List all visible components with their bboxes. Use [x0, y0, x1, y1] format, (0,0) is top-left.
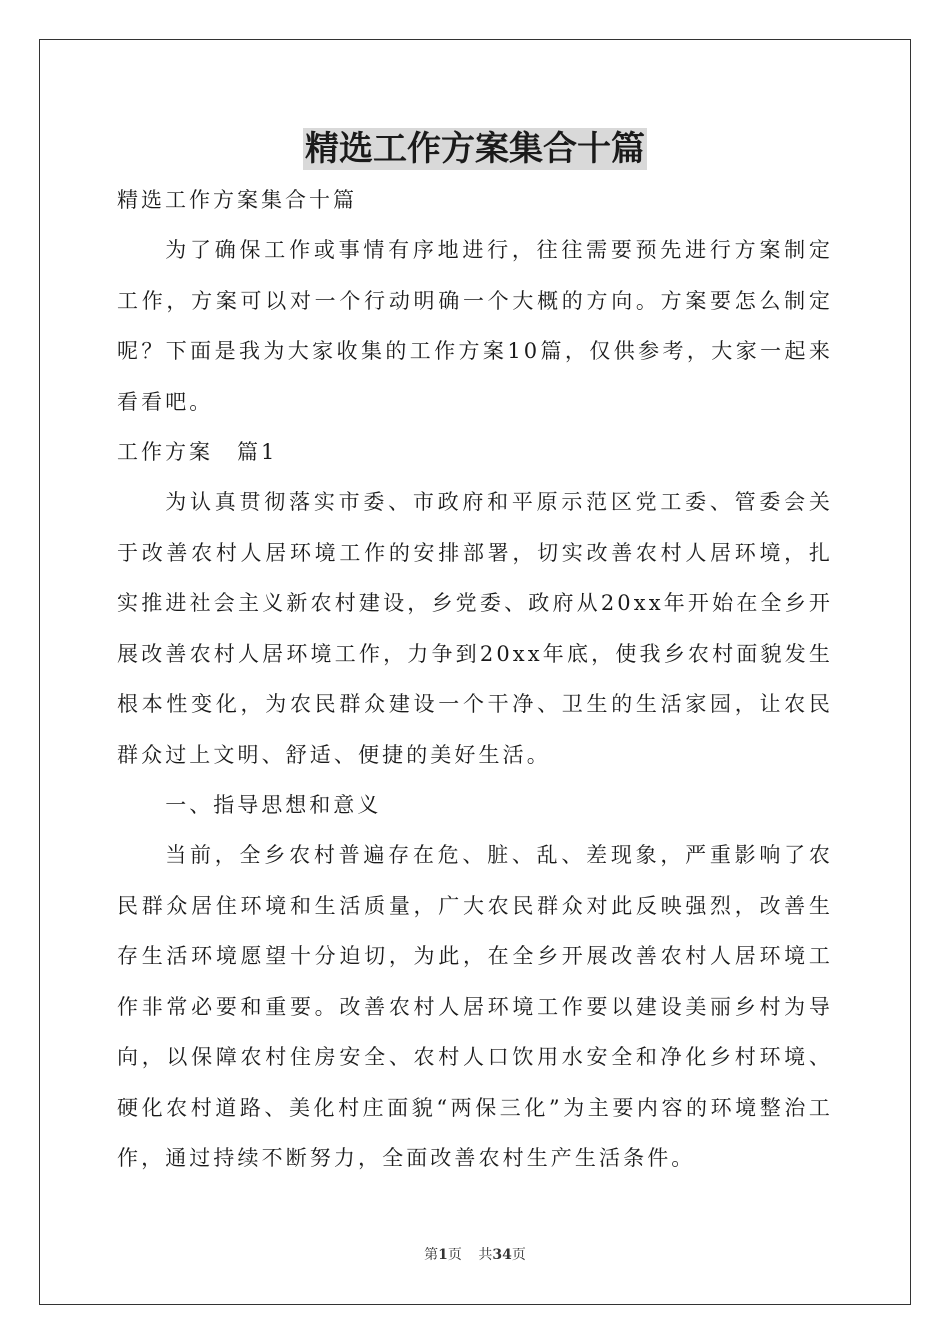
page-indicator — [424, 1247, 462, 1263]
title-container — [0, 128, 950, 170]
document-body — [117, 175, 833, 1184]
total-suffix: 页 — [511, 1247, 526, 1263]
page-suffix: 页 — [447, 1247, 462, 1263]
sub-heading: 一、指导思想和意义 — [165, 793, 382, 817]
page-footer — [0, 1244, 950, 1264]
intro-paragraph: 为了确保工作或事情有序地进行，往往需要预先进行方案制定工作，方案可以对一个行动明确一个大概的方向。方案要怎么制定呢？下面是我为大家收集的工作方案10篇，仅供参考，大家一起来看看吧。 — [117, 238, 833, 414]
paragraph-1: 为认真贯彻落实市委、市政府和平原示范区党工委、管委会关于改善农村人居环境工作的安排部署，切实改善农村人居环境，扎实推进社会主义新农村建设，乡党委、政府从20xx年开始在全乡开展改善农村人居环境工作，力争到20xx年底，使我乡农村面貌发生根本性变化，为农民群众建设一个干净、卫生的生活家园，让农民群众过上文明、舒适、便捷的美好生活。 — [117, 490, 833, 767]
total-pages: 34 — [492, 1247, 512, 1263]
section-heading: 工作方案 篇1 — [117, 440, 278, 464]
page-number: 1 — [438, 1247, 448, 1263]
subtitle-line: 精选工作方案集合十篇 — [117, 188, 357, 212]
total-indicator — [478, 1247, 525, 1263]
paragraph-2: 当前，全乡农村普遍存在危、脏、乱、差现象，严重影响了农民群众居住环境和生活质量，广大农民群众对此反映强烈，改善生存生活环境愿望十分迫切，为此，在全乡开展改善农村人居环境工作非常必要和重要。改善农村人居环境工作要以建设美丽乡村为导向，以保障农村住房安全、农村人口饮用水安全和净化乡村环境、硬化农村道路、美化村庄面貌“两保三化”为主要内容的环境整治工作，通过持续不断努力，全面改善农村生产生活条件。 — [117, 843, 833, 1170]
page-prefix: 第 — [424, 1247, 439, 1263]
total-prefix: 共 — [478, 1247, 493, 1263]
document-title: 精选工作方案集合十篇 — [305, 129, 645, 169]
